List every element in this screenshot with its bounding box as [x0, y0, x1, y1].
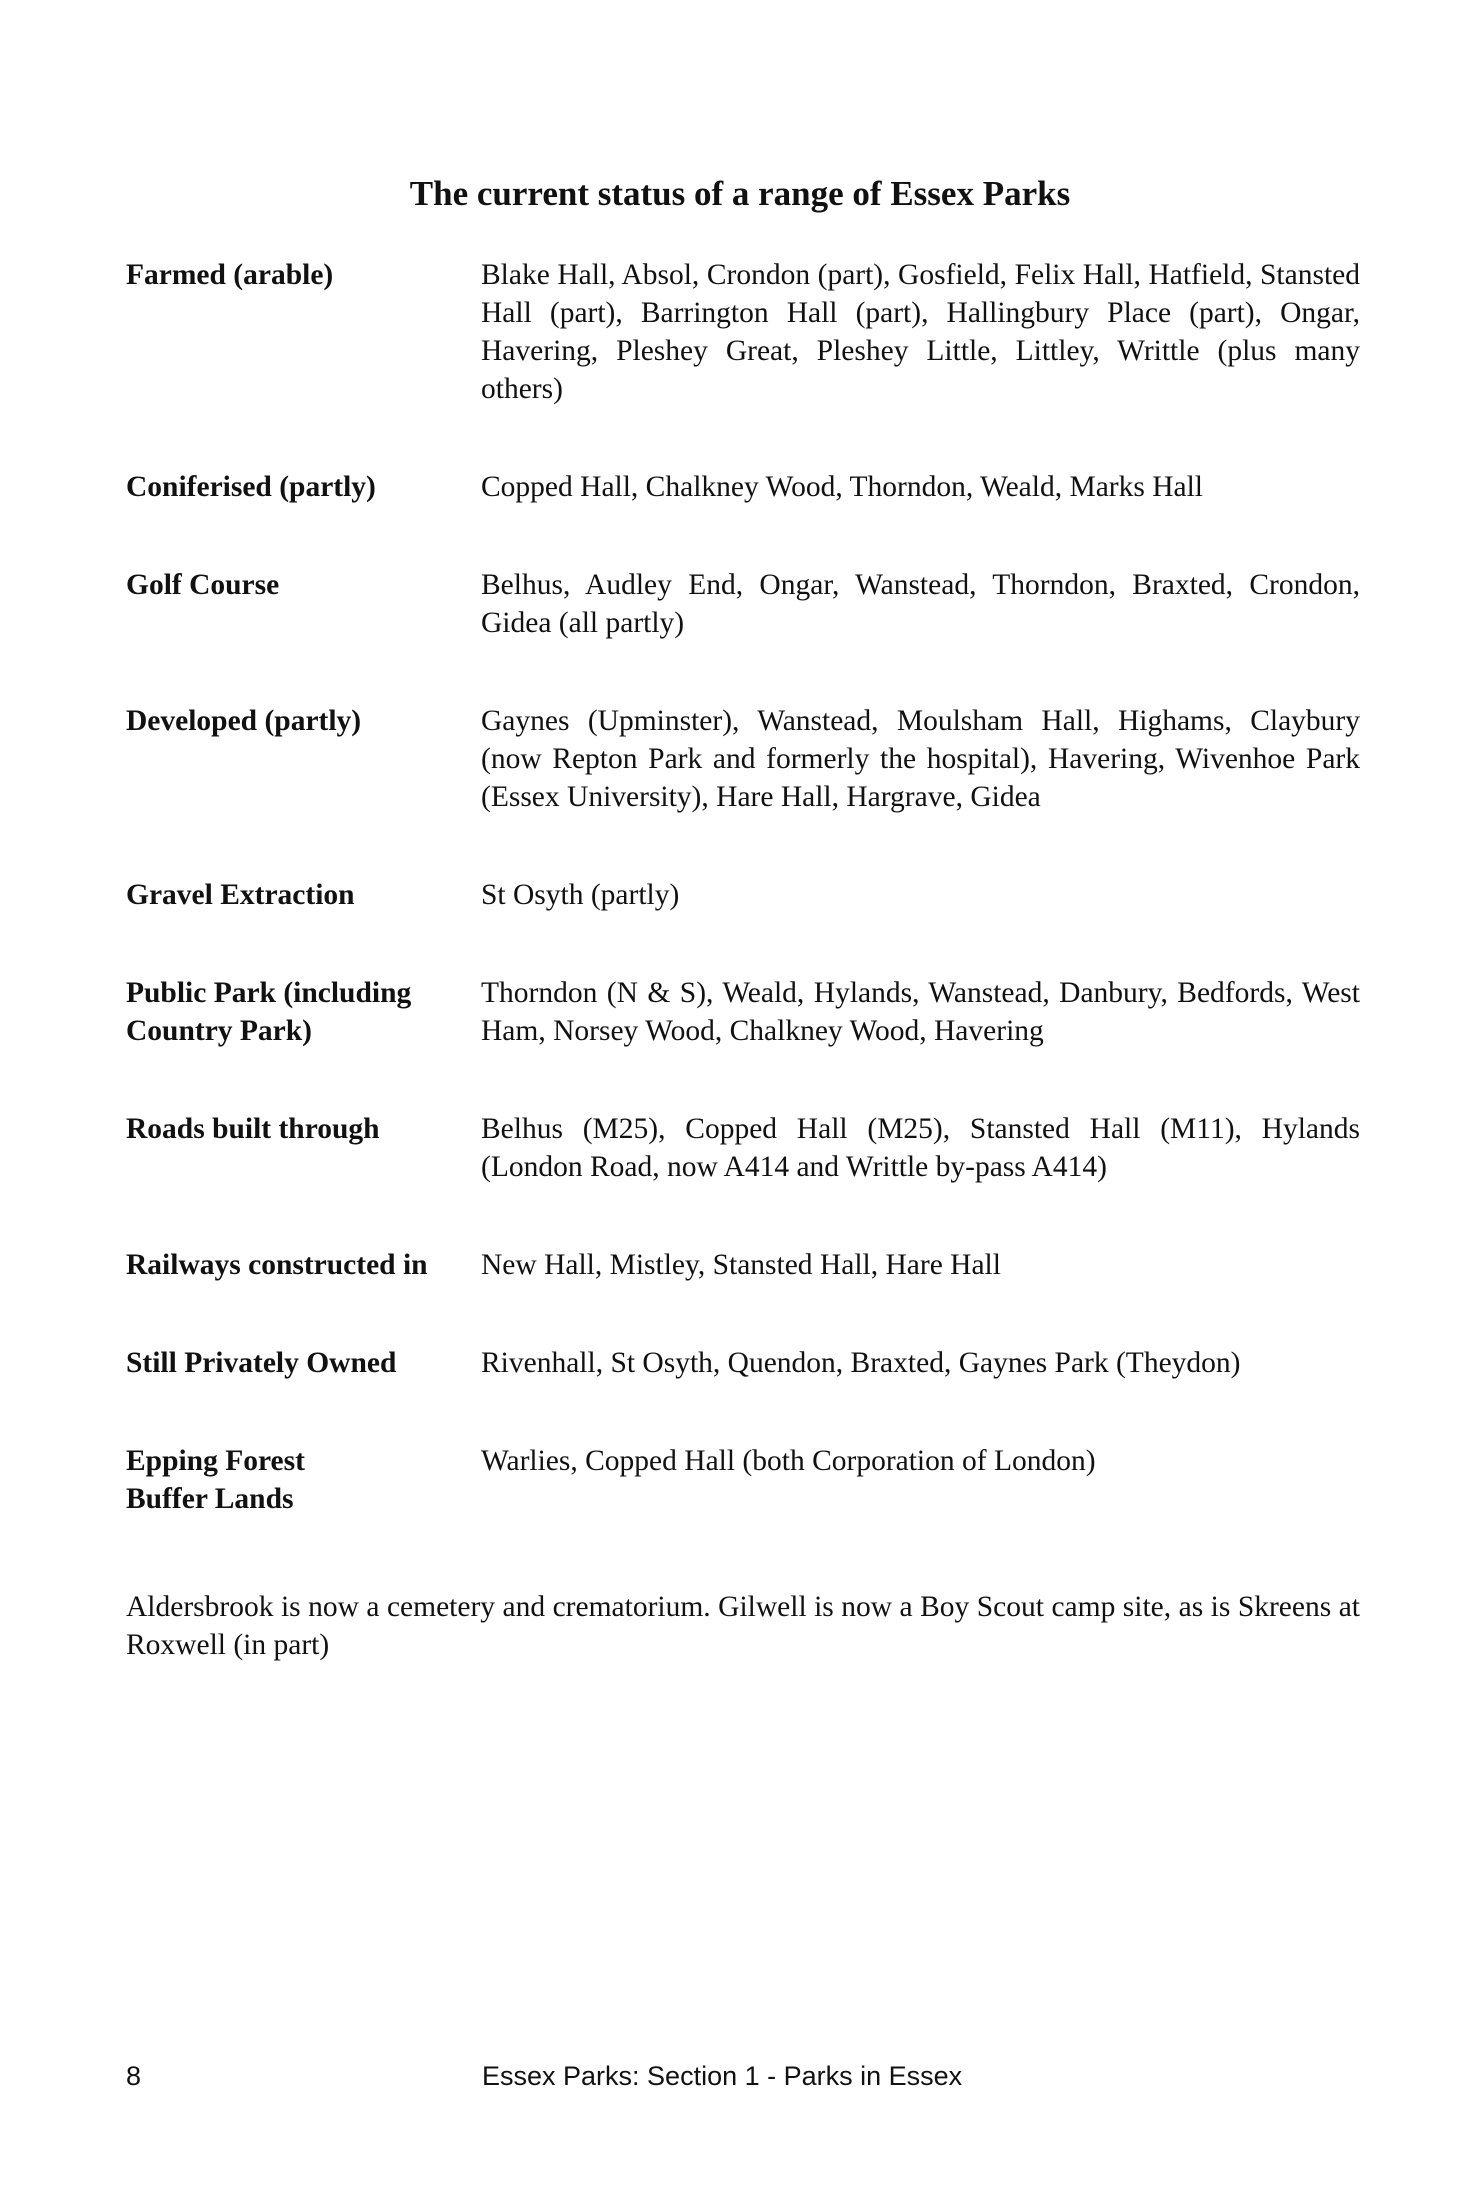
status-row-golf-course	[126, 566, 1360, 642]
status-category: Still Privately Owned	[126, 1347, 397, 1379]
status-row-public-park	[126, 974, 1360, 1050]
page-footer	[0, 2056, 1480, 2096]
status-category: Roads built through	[126, 1113, 380, 1145]
status-category: Gravel Extraction	[126, 879, 355, 911]
status-row-buffer-lands	[126, 1442, 1360, 1518]
status-row-roads	[126, 1110, 1360, 1186]
status-row-farmed	[126, 256, 1360, 408]
park-list: Belhus, Audley End, Ongar, Wanstead, Thorndon, Braxted, Crondon, Gidea (all partly)	[481, 569, 1360, 639]
park-list: Warlies, Copped Hall (both Corporation of London)	[481, 1445, 1096, 1477]
park-status-table	[126, 256, 1360, 1578]
status-row-gravel-extraction	[126, 876, 1360, 914]
status-row-developed	[126, 702, 1360, 816]
status-category: Epping Forest Buffer Lands	[126, 1445, 305, 1515]
park-list: Gaynes (Upminster), Wanstead, Moulsham Hall, Highams, Claybury (now Repton Park and formerly the hospital), Havering, Wivenhoe Park (Essex University), Hare Hall, Hargrave, Gidea	[481, 705, 1360, 813]
page-title: The current status of a range of Essex Parks	[409, 174, 1071, 213]
park-list: Belhus (M25), Copped Hall (M25), Stansted Hall (M11), Hylands (London Road, now A414 and Writtle by-pass A414)	[481, 1113, 1360, 1183]
status-category: Farmed (arable)	[126, 259, 334, 291]
status-category: Public Park (including Country Park)	[126, 977, 412, 1047]
park-list: Thorndon (N & S), Weald, Hylands, Wanstead, Danbury, Bedfords, West Ham, Norsey Wood, Chalkney Wood, Havering	[481, 977, 1360, 1047]
park-list: St Osyth (partly)	[481, 879, 680, 911]
status-category: Railways constructed in	[126, 1249, 428, 1281]
status-category: Developed (partly)	[126, 705, 362, 737]
park-list: Rivenhall, St Osyth, Quendon, Braxted, Gaynes Park (Theydon)	[481, 1347, 1241, 1379]
page-number: 8	[126, 2061, 142, 2091]
closing-note: Aldersbrook is now a cemetery and crematorium. Gilwell is now a Boy Scout camp site, as is Skreens at Roxwell (in part)	[126, 1591, 1360, 1661]
status-category: Golf Course	[126, 569, 280, 601]
status-row-privately-owned	[126, 1344, 1360, 1382]
running-footer-title: Essex Parks: Section 1 - Parks in Essex	[482, 2061, 963, 2091]
park-list: Copped Hall, Chalkney Wood, Thorndon, Weald, Marks Hall	[481, 471, 1204, 503]
status-row-coniferised	[126, 468, 1360, 506]
status-category: Coniferised (partly)	[126, 471, 376, 503]
park-list: New Hall, Mistley, Stansted Hall, Hare Hall	[481, 1249, 1001, 1281]
park-list: Blake Hall, Absol, Crondon (part), Gosfield, Felix Hall, Hatfield, Stansted Hall (part), Barrington Hall (part), Hallingbury Place (part), Ongar, Havering, Pleshey Great, Pleshey Little, Littley, Writtle (plus many others)	[481, 259, 1360, 405]
status-row-railways	[126, 1246, 1360, 1284]
